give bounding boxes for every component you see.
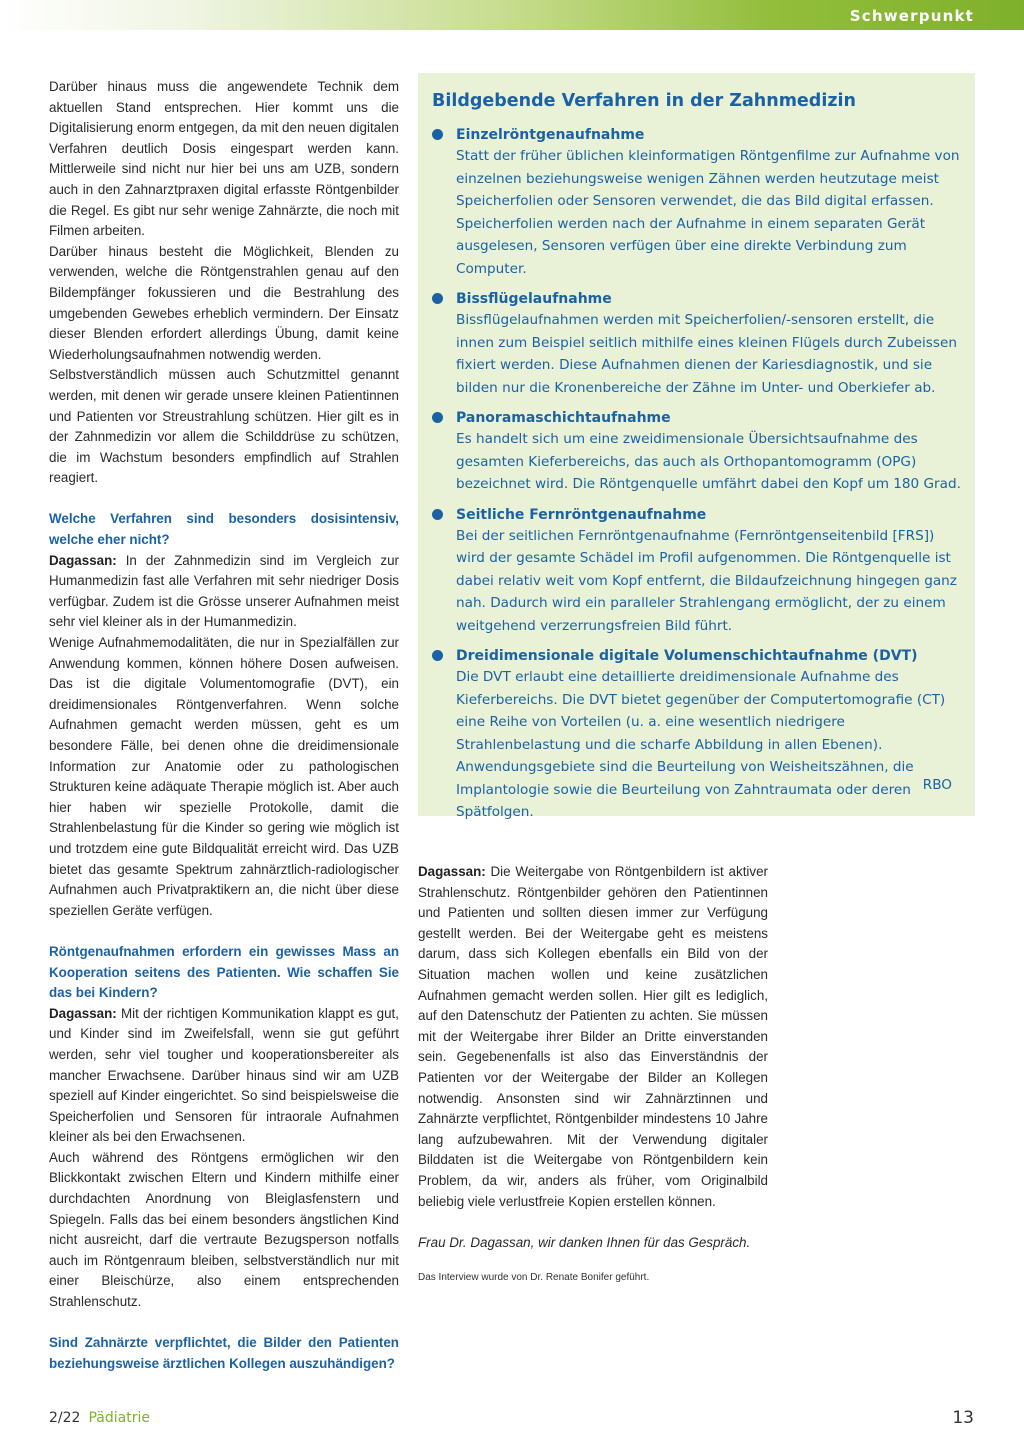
interview-question: Röntgenaufnahmen erfordern ein gewisses Mass an Kooperation seitens des Patienten. Wie schaffen Sie das bei Kindern? — [49, 943, 399, 1001]
list-item — [432, 125, 967, 280]
list-item — [432, 289, 967, 399]
bullet-icon — [432, 129, 443, 140]
item-title: Bissflügelaufnahme — [456, 291, 612, 307]
interview-question: Sind Zahnärzte verpflichtet, die Bilder den Patienten beziehungsweise ärztlichen Kollegen auszuhändigen? — [49, 1335, 399, 1371]
paragraph: Darüber hinaus muss die angewendete Technik dem aktuellen Stand entsprechen. Hier kommt uns die Digitalisierung enorm entgegen, da mit den neuen digitalen Verfahren deutlich Dosis eingespart werden kann. Mittlerweile sind nicht nur hier bei uns am UZB, sondern auch in den Zahnarztpraxen digital erfasste Röntgenbilder die Regel. Es gibt nur sehr wenige Zahnärzte, die noch mit Filmen arbeiten. — [49, 79, 399, 239]
item-text: Statt der früher üblichen kleinformatigen Röntgenfilme zur Aufnahme von einzelnen beziehungsweise wenigen Zähnen werden heutzutage meist Speicherfolien oder Sensoren verwendet, die das Bild digital erfassen. Speicherfolien werden nach der Aufnahme in einem separaten Gerät ausgelesen, Sensoren verfügen über eine direkte Verbindung zum Computer. — [456, 148, 960, 277]
info-box-title: Bildgebende Verfahren in der Zahnmedizin — [432, 91, 856, 111]
answer-text: In der Zahnmedizin sind im Vergleich zur Humanmedizin fast alle Verfahren mit sehr niedriger Dosis verfügbar. Zudem ist die Grösse unserer Aufnahmen meist sehr viel kleiner als in der Humanmedizin. — [49, 552, 399, 630]
bullet-icon — [432, 412, 443, 423]
item-title: Seitliche Fernröntgenaufnahme — [456, 506, 707, 523]
item-text: Bissflügelaufnahmen werden mit Speicherfolien/-sensoren erstellt, die innen zum Beispiel seitlich mithilfe eines kleinen Flügels durch Zubeissen fixiert werden. Diese Aufnahmen dienen der Kariesdiagnostik, und sie bilden nur die Kronenbereiche der Zähne im Unter- und Oberkiefer ab. — [456, 312, 957, 396]
list-item — [432, 505, 967, 638]
header-bar — [0, 0, 1024, 30]
speaker-name: Dagassan: — [49, 1005, 117, 1021]
info-box-list — [432, 125, 967, 833]
item-text: Bei der seitlichen Fernröntgenaufnahme (Fernröntgenseitenbild [FRS]) wird der gesamte Schädel im Profil aufgenommen. Die Röntgenquelle ist dabei relativ weit vom Kopf entfernt, die Bildaufzeichnung hingegen ganz nah. Dadurch wird ein paralleler Strahlengang ermöglicht, der zu einem weitgehend verzerrungsfreien Bild führt. — [456, 527, 957, 634]
speaker-name: Dagassan: — [418, 864, 486, 879]
list-item — [432, 646, 967, 824]
bullet-icon — [432, 293, 443, 304]
answer-text: Die Weitergabe von Röntgenbildern ist aktiver Strahlenschutz. Röntgenbilder gehören den Patientinnen und Patienten und sollten diesen immer zur Verfügung gestellt werden. Bei der Weitergabe geht es meistens darum, dass sich Kollegen ebenfalls ein Bild von der Situation machen wollen und keine zusätzlichen Aufnahmen gemacht werden sollen. Hier gilt es lediglich, auf den Datenschutz der Patienten zu achten. Sie müssen mit der Weitergabe ihrer Bilder an Dritte einverstanden sein. Gegebenenfalls ist also das Einverständnis der Patienten vor der Weitergabe der Bilder an Kollegen notwendig. Ansonsten sind wir Zahnärztinnen und Zahnärzte verpflichtet, Röntgenbilder mindestens 10 Jahre lang aufzubewahren. Mit der Verwendung digitaler Bilddaten ist die Weitergabe von Röntgenbildern kein Problem, da wir, anders als früher, vom Originalbild beliebig viele verlustfreie Kopien erstellen können. — [418, 864, 768, 1209]
item-text: Es handelt sich um eine zweidimensionale Übersichtsaufnahme des gesamten Kieferbereichs, das auch als Orthopantomogramm (OPG) bezeichnet wird. Die Röntgenquelle umfährt dabei den Kopf um 180 Grad. — [456, 431, 961, 492]
interview-credit: Das Interview wurde von Dr. Renate Bonifer geführt. — [418, 1272, 650, 1284]
interview-answer — [49, 1004, 399, 1148]
right-column — [418, 862, 768, 1285]
paragraph: Auch während des Röntgens ermöglichen wir den Blickkontakt zwischen Eltern und Kindern mithilfe einer durchdachten Anordnung von Bleiglasfenstern und Spiegeln. Falls das bei einem besonders ängstlichen Kind nicht ausreicht, darf die vertraute Bezugsperson notfalls auch im Röntgenraum bleiben, selbstverständlich nur mit einer Bleischürze, also einem entsprechenden Strahlenschutz. — [49, 1149, 399, 1310]
item-text: Die DVT erlaubt eine detaillierte dreidimensionale Aufnahme des Kieferbereichs. Die DVT bietet gegenüber der Computertomografie (CT) eine Reihe von Vorteilen (u. a. eine wesentlich niedrigere Strahlenbelastung und die scharfe Abbildung in allen Ebenen). Anwendungsgebiete sind die Beurteilung von Weisheitszähnen, die Implantologie sowie die Beurteilung von Zahntraumata oder deren Spätfolgen. — [456, 669, 946, 820]
info-box — [418, 73, 975, 820]
item-title: Panoramaschichtaufnahme — [456, 410, 671, 426]
closing-thanks: Frau Dr. Dagassan, wir danken Ihnen für das Gespräch. — [418, 1234, 751, 1250]
page-number: 13 — [952, 1408, 974, 1428]
interview-answer — [418, 862, 768, 1212]
item-title: Dreidimensionale digitale Volumenschichtaufnahme (DVT) — [456, 648, 918, 664]
author-signature: RBO — [922, 777, 952, 793]
paragraph: Selbstverständlich müssen auch Schutzmittel genannt werden, mit denen wir gerade unsere kleinen Patientinnen und Patienten vor Streustrahlung schützen. Hier gilt es in der Zahnmedizin vor allem die Schilddrüse zu schützen, die im Wachstum besonders empfindlich auf Strahlen reagiert. — [49, 367, 399, 486]
section-label: Schwerpunkt — [849, 7, 974, 25]
magazine-name: Pädiatrie — [88, 1410, 150, 1426]
item-title: Einzelröntgenaufnahme — [456, 127, 645, 143]
footer-issue — [49, 1410, 150, 1426]
interview-question: Welche Verfahren sind besonders dosisintensiv, welche eher nicht? — [49, 511, 399, 548]
bullet-icon — [432, 650, 443, 661]
paragraph: Wenige Aufnahmemodalitäten, die nur in Spezialfällen zur Anwendung kommen, können höhere Dosen aufweisen. Das ist die digitale Volumentomografie (DVT), ein dreidimensionales Röntgenverfahren. Wenn solche Aufnahmen gemacht werden müssen, geht es um besondere Fälle, bei denen ohne die dreidimensionale Information zur Anatomie oder zu pathologischen Strukturen keine adäquate Therapie möglich ist. Aber auch hier haben wir spezielle Protokolle, damit die Strahlenbelastung für die Kinder so gering wie möglich ist und trotzdem eine gute Bildqualität erreicht wird. Das UZB bietet das gesamte Spektrum zahnärztlich-radiologischer Aufnahmen auch Privatpraktikern an, die nicht über diese speziellen Geräte verfügen. — [49, 635, 399, 918]
speaker-name: Dagassan: — [49, 552, 117, 568]
list-item — [432, 408, 967, 496]
issue-number: 2/22 — [49, 1410, 81, 1426]
bullet-icon — [432, 509, 443, 520]
answer-text: Mit der richtigen Kommunikation klappt es gut, und Kinder sind im Zweifelsfall, wenn sie gut geführt werden, sehr viel tougher und kooperationsbereiter als mancher Erwachsene. Darüber hinaus sind wir am UZB speziell auf Kinder eingerichtet. So sind beispielsweise die Speicherfolien und Sensoren für intraorale Aufnahmen kleiner als bei den Erwachsenen. — [49, 1005, 399, 1145]
left-column — [49, 77, 399, 1374]
paragraph: Darüber hinaus besteht die Möglichkeit, Blenden zu verwenden, welche die Röntgenstrahlen genau auf den Bildempfänger fokussieren und die Bestrahlung des umgebenden Gewebes erheblich vermindern. Der Einsatz dieser Blenden erfordert allerdings Übung, damit keine Wiederholungsaufnahmen notwendig werden. — [49, 243, 399, 362]
interview-answer — [49, 551, 399, 633]
